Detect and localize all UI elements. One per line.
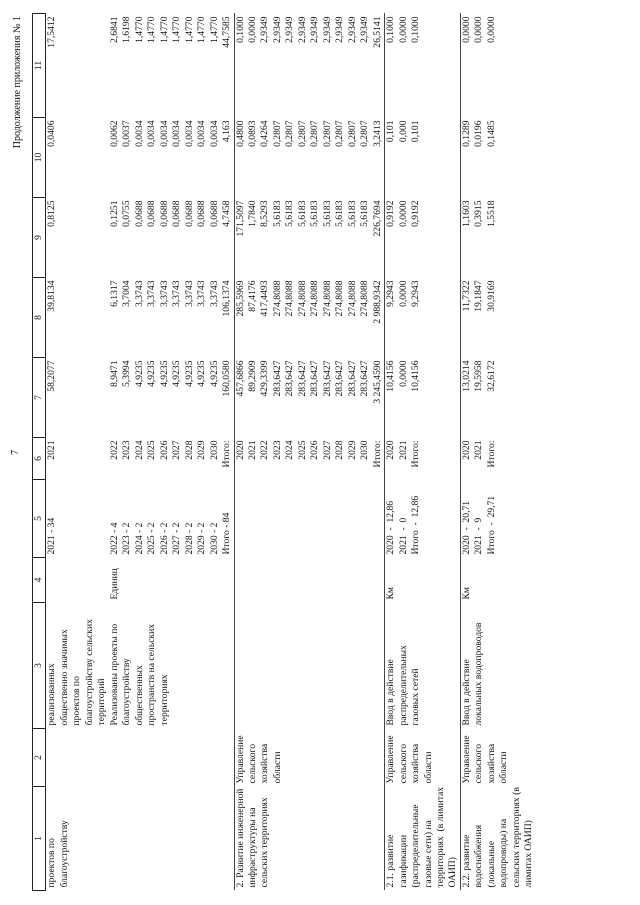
federal-amounts: 285,5969 87,4176 417,4493 274,8088 274,8088 274,8088 274,8088 274,8088 274,8088 274,8088 274,8088 2 988,9342 bbox=[234, 278, 385, 358]
extra-budget-amounts: 0,0000 0,0000 0,0000 bbox=[460, 16, 497, 43]
indicator-value: 2021 - 34 bbox=[46, 517, 58, 555]
regional-amounts: 0,9192 0,0000 0,9192 bbox=[385, 198, 461, 278]
column-number: 7 bbox=[33, 358, 46, 438]
measure-name: 2.2. развитие водоснабжения (локальные водопроводы) на сельских территориях (в лимитах ОАИП) bbox=[460, 787, 535, 888]
unit-cell: Км bbox=[460, 587, 472, 600]
local-amount: 0,0406 bbox=[46, 120, 58, 147]
total-amount: 58,2077 bbox=[46, 360, 58, 392]
regional-amounts: 1,1603 0,3915 1,5518 bbox=[460, 200, 497, 227]
table-row bbox=[385, 14, 461, 891]
indicator-values: 2020 - 20,71 2021 - 9 Итого - 29,71 bbox=[460, 495, 497, 555]
executor-cell: Управление сельского хозяйства области bbox=[385, 729, 461, 787]
executor-cell: Управление сельского хозяйства области bbox=[460, 735, 510, 784]
regional-amounts: 171,5097 1,7840 8,5293 5,6183 5,6183 5,6183 5,6183 5,6183 5,6183 5,6183 5,6183 226,7694 bbox=[234, 198, 385, 278]
column-number: 9 bbox=[33, 198, 46, 278]
financing-table bbox=[32, 13, 536, 891]
extra-budget-amount: 17,5412 bbox=[46, 16, 58, 48]
indicator-text: реализованных общественно значимых проектов по благоустройству сельских территорий bbox=[46, 619, 108, 726]
page-number: 7 bbox=[10, 450, 21, 455]
extra-budget-amounts: 0,1000 0,0000 0,1000 bbox=[385, 14, 461, 118]
total-amounts: 8,9471 5,3994 4,9235 4,9235 4,9235 4,9235 4,9235 4,9235 4,9235 160,0580 bbox=[109, 358, 234, 438]
indicator-values: 2020 - 12,86 2021 - 0 Итого - 12,86 bbox=[385, 480, 461, 558]
indicator-text: Ввод в действие локальных водопроводов bbox=[460, 622, 485, 726]
total-amounts: 457,6866 89,2909 429,3399 283,6427 283,6427 283,6427 283,6427 283,6427 283,6427 283,6427 283,6427 3 245,4590 bbox=[234, 358, 385, 438]
column-number: 2 bbox=[33, 729, 46, 787]
table-row bbox=[234, 14, 385, 891]
indicator-values: 2022 - 4 2023 - 2 2024 - 2 2025 - 2 2026 - 2 2027 - 2 2028 - 2 2029 - 2 2030 - 2 Итого - 84 bbox=[109, 480, 234, 558]
local-amounts: 0,4800 0,0893 0,4264 0,2807 0,2807 0,2807 0,2807 0,2807 0,2807 0,2807 0,2807 3,2413 bbox=[234, 118, 385, 198]
table-row bbox=[460, 14, 535, 891]
total-amounts: 13,0214 19,5958 32,6172 bbox=[460, 360, 497, 392]
year-column: 2020 2021 Итого: bbox=[460, 440, 497, 468]
year-cell: 2021 bbox=[46, 440, 58, 460]
regional-amount: 0,8125 bbox=[46, 200, 58, 227]
federal-amounts: 11,7322 19,1847 30,9169 bbox=[460, 280, 497, 312]
indicator-text: Ввод в действие распределительных газовых сетей bbox=[385, 603, 461, 729]
year-column: 2020 2021 2022 2023 2024 2025 2026 2027 2028 2029 2030 Итого: bbox=[234, 438, 385, 480]
measure-name: проектов по благоустройству bbox=[46, 820, 70, 888]
federal-amounts: 9,2943 0,0000 9,2943 bbox=[385, 278, 461, 358]
table-row bbox=[109, 14, 234, 891]
executor-cell: Управление сельского хозяйства области bbox=[234, 729, 385, 787]
year-column: 2022 2023 2024 2025 2026 2027 2028 2029 2030 Итого: bbox=[109, 438, 234, 480]
federal-amounts: 6,1317 3,7004 3,3743 3,3743 3,3743 3,3743 3,3743 3,3743 3,3743 106,1374 bbox=[109, 278, 234, 358]
column-number: 10 bbox=[33, 118, 46, 198]
measure-name: 2.1. развитие газификации (распределительные газовые сети) на территориях (в лимитах ОАИП) bbox=[385, 787, 461, 891]
total-amounts: 10,4156 0,0000 10,4156 bbox=[385, 358, 461, 438]
column-number: 1 bbox=[33, 787, 46, 891]
column-number: 4 bbox=[33, 558, 46, 603]
column-number-row bbox=[33, 14, 46, 891]
column-number: 6 bbox=[33, 438, 46, 480]
table-row bbox=[46, 14, 109, 891]
local-amounts: 0,101 0,000 0,101 bbox=[385, 118, 461, 198]
continuation-label: Продолжение приложения № 1 bbox=[12, 16, 23, 149]
column-number: 11 bbox=[33, 14, 46, 118]
regional-amounts: 0,1251 0,0755 0,0688 0,0688 0,0688 0,0688 0,0688 0,0688 0,0688 4,7458 bbox=[109, 198, 234, 278]
year-column: 2020 2021 Итого: bbox=[385, 438, 461, 480]
column-number: 3 bbox=[33, 603, 46, 729]
column-number: 5 bbox=[33, 480, 46, 558]
federal-amount: 39,8134 bbox=[46, 280, 58, 312]
extra-budget-amounts: 2,6841 1,6198 1,4770 1,4770 1,4770 1,4770 1,4770 1,4770 1,4770 44,7585 bbox=[109, 14, 234, 118]
extra-budget-amounts: 0,1000 0,0000 2,9349 2,9349 2,9349 2,9349 2,9349 2,9349 2,9349 2,9349 2,9349 26,5141 bbox=[234, 14, 385, 118]
local-amounts: 0,0062 0,0037 0,0034 0,0034 0,0034 0,0034 0,0034 0,0034 0,0034 4,163 bbox=[109, 118, 234, 198]
column-number: 8 bbox=[33, 278, 46, 358]
indicator-text: Реализованы проекты по благоустройству общественных пространств на сельских территориях bbox=[109, 603, 234, 729]
unit-cell: Единиц bbox=[109, 558, 234, 603]
measure-name: 2. Развитие инженерной инфраструктуры на сельских территориях bbox=[234, 787, 385, 891]
unit-cell: Км bbox=[385, 558, 461, 603]
local-amounts: 0,1289 0,0196 0,1485 bbox=[460, 120, 497, 147]
